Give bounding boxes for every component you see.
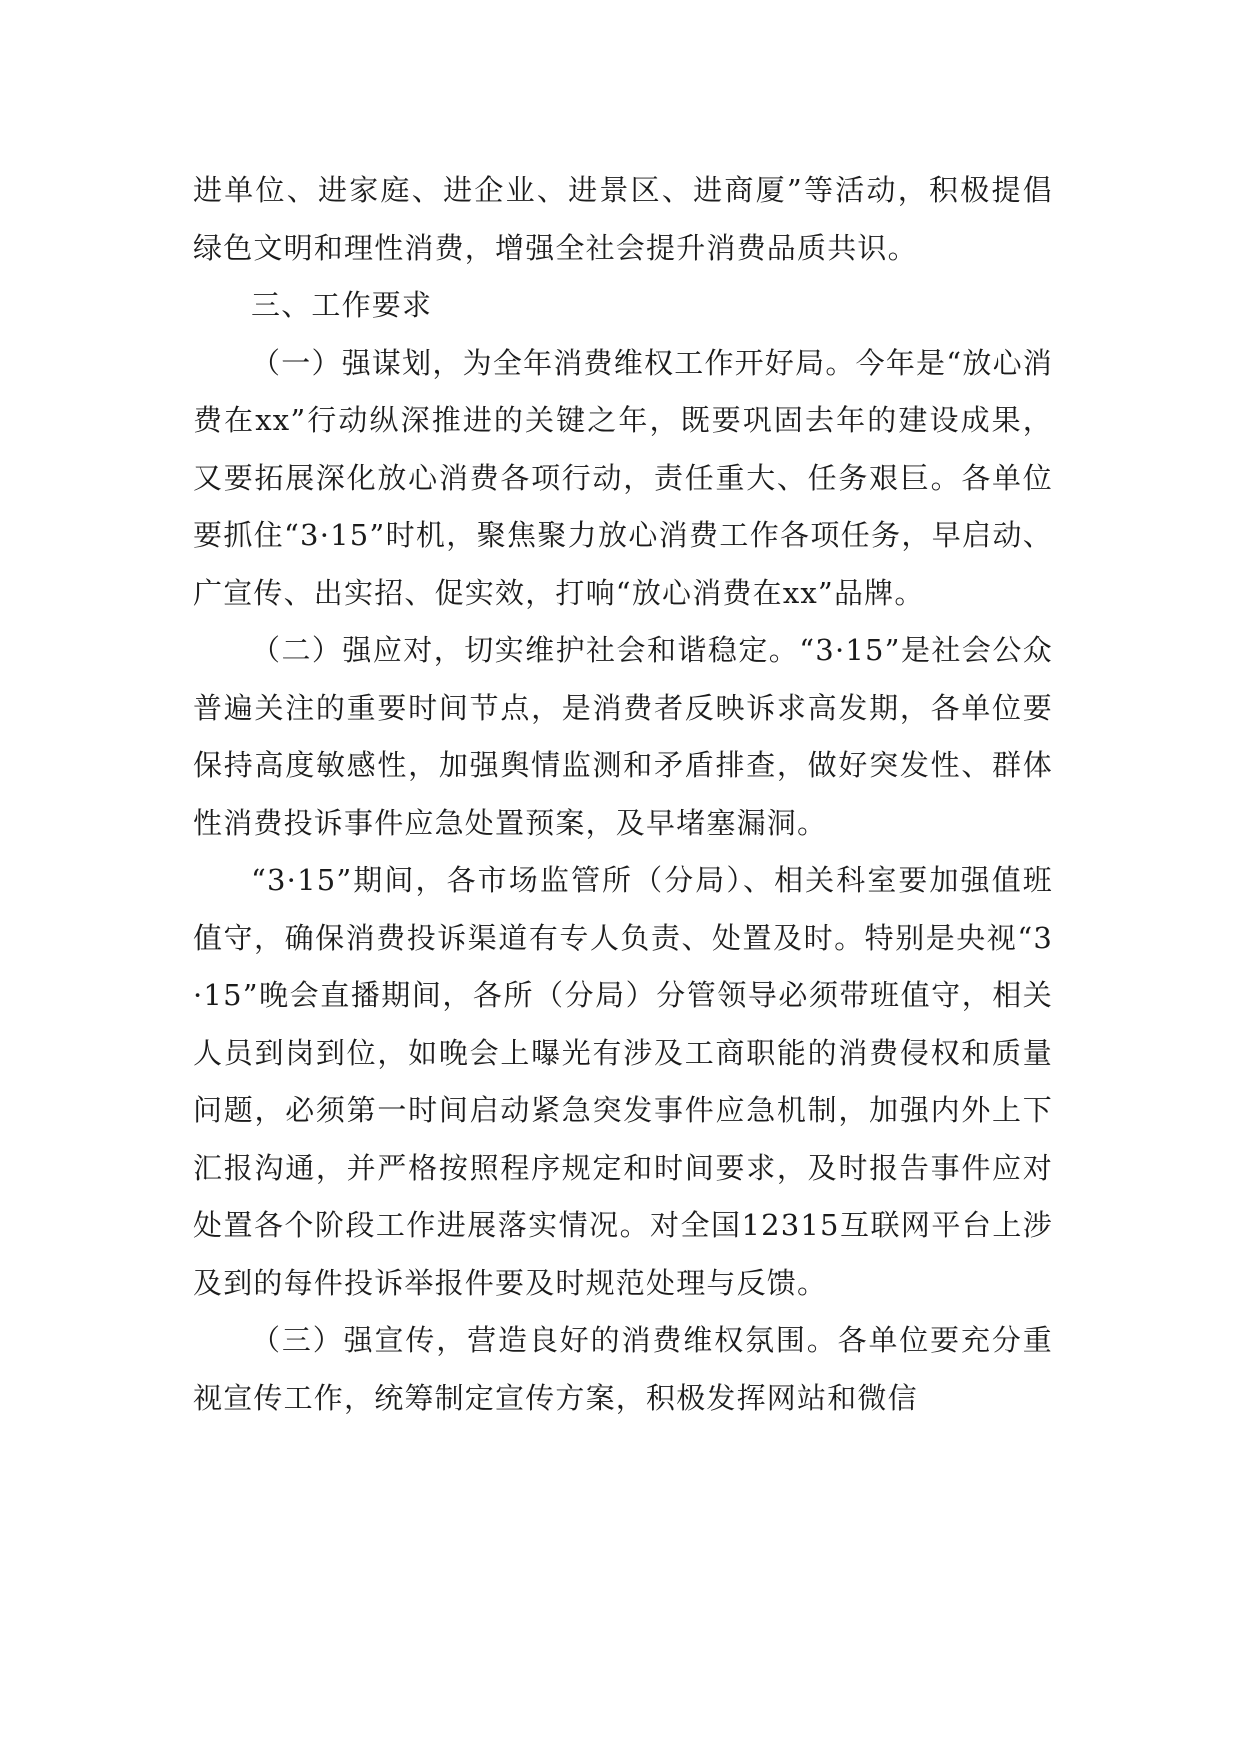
paragraph-planning: （一）强谋划，为全年消费维权工作开好局。今年是“放心消费在xx”行动纵深推进的关键之年，既要巩固去年的建设成果，又要拓展深化放心消费各项行动，责任重大、任务艰巨。各单位要抓住“3·15”时机，聚焦聚力放心消费工作各项任务，早启动、广宣传、出实招、促实效，打响“放心消费在xx”品牌。 <box>193 345 1053 610</box>
section-heading-work-requirements: 三、工作要求 <box>251 288 433 322</box>
paragraph-duty: “3·15”期间，各市场监管所（分局）、相关科室要加强值班值守，确保消费投诉渠道有专人负责、处置及时。特别是央视“3·15”晚会直播期间，各所（分局）分管领导必须带班值守，相关人员到岗到位，如晚会上曝光有涉及工商职能的消费侵权和质量问题，必须第一时间启动紧急突发事件应急机制，加强内外上下汇报沟通，并严格按照程序规定和时间要求，及时报告事件应对处置各个阶段工作进展落实情况。对全国12315互联网平台上涉及到的每件投诉举报件要及时规范处理与反馈。 <box>193 863 1053 1300</box>
paragraph-continued: 进单位、进家庭、进企业、进景区、进商厦”等活动，积极提倡绿色文明和理性消费，增强全社会提升消费品质共识。 <box>193 173 1053 265</box>
paragraph-publicity: （三）强宣传，营造良好的消费维权氛围。各单位要充分重视宣传工作，统筹制定宣传方案，积极发挥网站和微信 <box>193 1323 1053 1415</box>
paragraph-response: （二）强应对，切实维护社会和谐稳定。“3·15”是社会公众普遍关注的重要时间节点，是消费者反映诉求高发期，各单位要保持高度敏感性，加强舆情监测和矛盾排查，做好突发性、群体性消费投诉事件应急处置预案，及早堵塞漏洞。 <box>193 633 1053 840</box>
document-body <box>193 162 1053 1427</box>
